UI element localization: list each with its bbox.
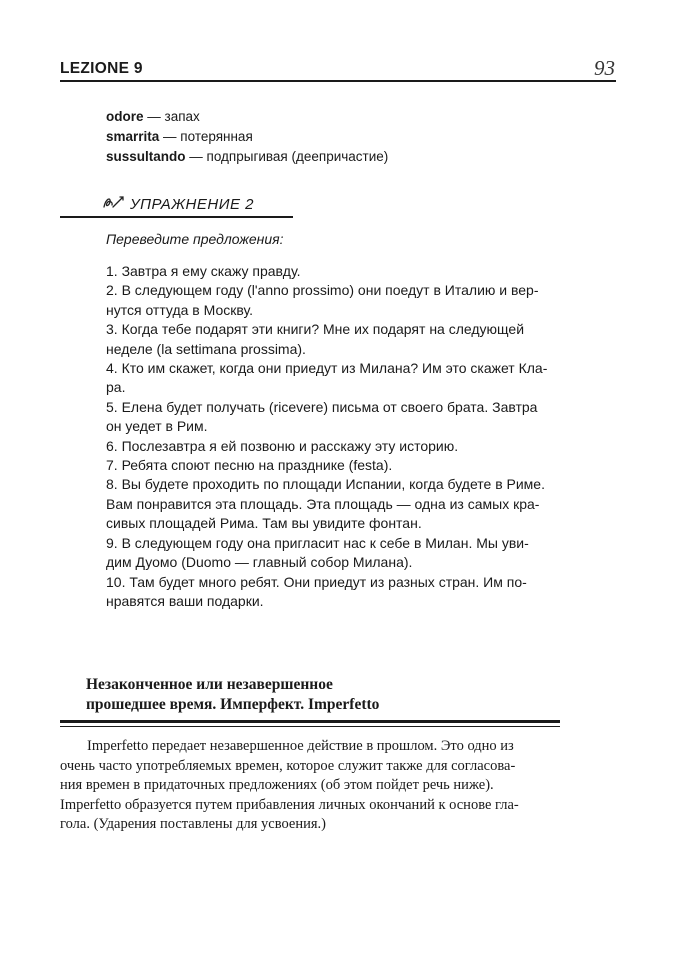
exercise-instruction: Переведите предложения: bbox=[106, 231, 284, 247]
lesson-label: LEZIONE 9 bbox=[60, 60, 143, 77]
pen-icon bbox=[101, 194, 127, 214]
vocab-entry bbox=[106, 107, 388, 127]
vocabulary-list bbox=[106, 107, 388, 167]
exercise-line: ра. bbox=[106, 379, 126, 396]
section-heading bbox=[86, 675, 556, 715]
vocab-translation: — потерянная bbox=[159, 129, 253, 144]
body-line: гола. (Ударения поставлены для усвоения.) bbox=[60, 816, 326, 833]
exercise-line: нравятся ваши подарки. bbox=[106, 592, 264, 609]
body-line: Imperfetto передает незавершенное действие в прошлом. Это одно из bbox=[87, 738, 514, 754]
exercise-line: он уедет в Рим. bbox=[106, 418, 208, 435]
body-line: ния времен в придаточных предложениях (об этом пойдет речь ниже). bbox=[60, 777, 494, 794]
body-paragraph bbox=[60, 737, 616, 835]
vocab-entry bbox=[106, 127, 388, 147]
exercise-rule bbox=[60, 216, 293, 218]
page-number: 93 bbox=[594, 56, 615, 80]
exercise-line: 7. Ребята споют песню на празднике (festa). bbox=[106, 457, 393, 474]
vocab-term: sussultando bbox=[106, 149, 186, 164]
exercise-line: 4. Кто им скажет, когда они приедут из Милана? Им это скажет Кла- bbox=[106, 360, 548, 377]
exercise-line: неделе (la settimana prossima). bbox=[106, 340, 306, 357]
vocab-term: odore bbox=[106, 109, 144, 124]
section-rule bbox=[60, 726, 560, 727]
exercise-line: нутся оттуда в Москву. bbox=[106, 301, 253, 318]
exercise-line: 1. Завтра я ему скажу правду. bbox=[106, 263, 301, 279]
vocab-translation: — подпрыгивая (деепричастие) bbox=[185, 149, 389, 164]
exercise-line: 9. В следующем году она пригласит нас к себе в Милан. Мы уви- bbox=[106, 534, 529, 551]
vocab-term: smarrita bbox=[106, 129, 160, 144]
exercise-line: 6. Послезавтра я ей позвоню и расскажу эту историю. bbox=[106, 437, 459, 454]
vocab-translation: — запах bbox=[143, 109, 200, 124]
vocab-entry bbox=[106, 147, 388, 167]
exercise-line: 2. В следующем году (l'anno prossimo) они поедут в Италию и вер- bbox=[106, 282, 539, 299]
exercise-line: 5. Елена будет получать (ricevere) письма от своего брата. Завтра bbox=[106, 398, 538, 415]
exercise-title: УПРАЖНЕНИЕ 2 bbox=[130, 195, 254, 213]
exercise-line: Вам понравится эта площадь. Эта площадь — одна из самых кра- bbox=[106, 495, 540, 512]
exercise-list bbox=[106, 262, 600, 611]
header-rule bbox=[60, 80, 616, 82]
body-line: Imperfetto образуется путем прибавления личных окончаний к основе гла- bbox=[60, 796, 519, 813]
section-heading-line: Незаконченное или незавершенное bbox=[86, 676, 333, 693]
exercise-heading bbox=[101, 194, 254, 214]
section-heading-line: прошедшее время. Имперфект. Imperfetto bbox=[86, 696, 380, 713]
exercise-line: 8. Вы будете проходить по площади Испании, когда будете в Риме. bbox=[106, 476, 545, 493]
exercise-line: дим Дуомо (Duomo — главный собор Милана). bbox=[106, 554, 413, 571]
exercise-line: сивых площадей Рима. Там вы увидите фонтан. bbox=[106, 515, 422, 532]
exercise-line: 3. Когда тебе подарят эти книги? Мне их подарят на следующей bbox=[106, 321, 525, 338]
body-line: очень часто употребляемых времен, которое служит также для согласова- bbox=[60, 757, 516, 774]
section-rule bbox=[60, 720, 560, 723]
exercise-line: 10. Там будет много ребят. Они приедут из разных стран. Им по- bbox=[106, 573, 527, 590]
